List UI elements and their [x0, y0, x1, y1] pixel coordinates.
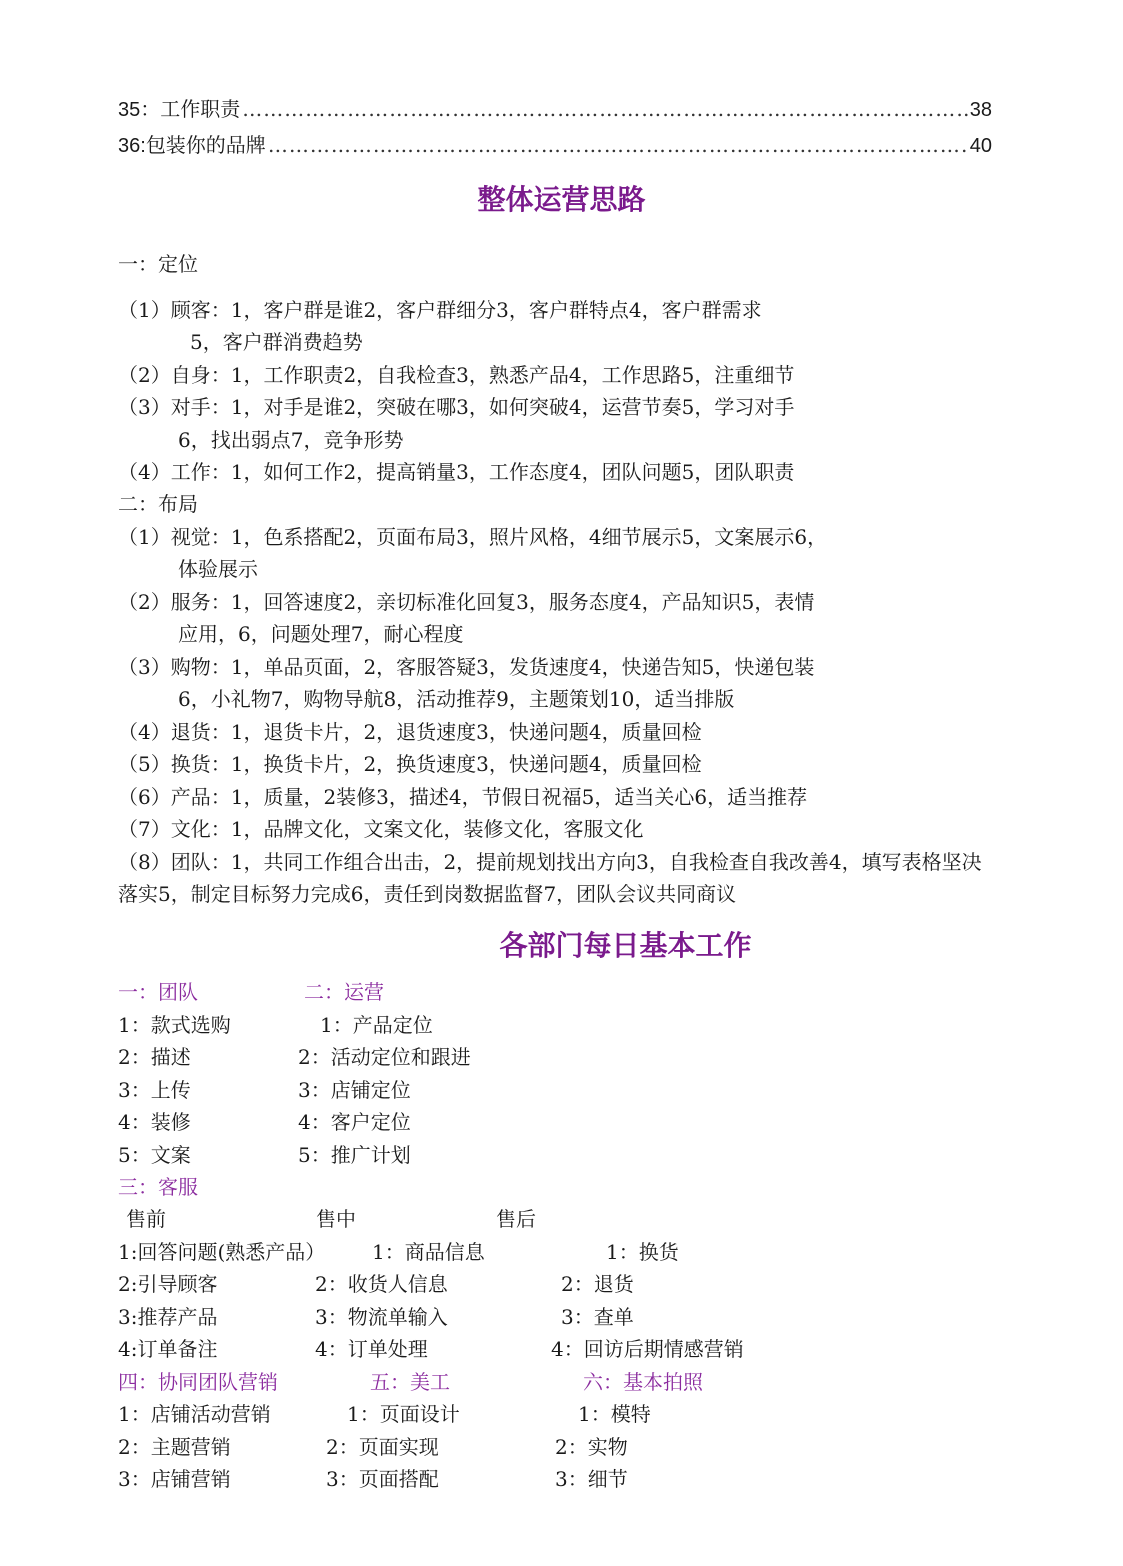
- customer-service-heading: 三：客服: [118, 1175, 198, 1199]
- paragraph-line: （5）换货：1，换货卡片，2，换货速度3，快递问题4，质量回检: [118, 752, 702, 776]
- toc-title: 包装你的品牌: [145, 133, 266, 157]
- section-title: 各部门每日基本工作: [499, 929, 752, 962]
- after-sale-item: 2：退货: [561, 1272, 634, 1296]
- team-heading: 一：团队: [118, 980, 198, 1004]
- toc-number: 35：: [118, 99, 161, 121]
- in-sale-item: 2：收货人信息: [315, 1272, 448, 1296]
- toc-page-number: 40: [969, 135, 992, 157]
- presale-item: 4:订单备注: [118, 1337, 218, 1361]
- team-item: 5：文案: [118, 1143, 191, 1167]
- operations-heading: 二：运营: [304, 980, 384, 1004]
- paragraph-line: （3）对手：1，对手是谁2，突破在哪3，如何突破4，运营节奏5，学习对手: [118, 395, 795, 419]
- paragraph-line: 体验展示: [178, 557, 258, 581]
- paragraph-line: （8）团队：1，共同工作组合出击，2，提前规划找出方向3，自我检查自我改善4，填写表格坚决: [118, 850, 982, 874]
- paragraph-line: （6）产品：1，质量，2装修3，描述4，节假日祝福5，适当关心6，适当推荐: [118, 785, 808, 809]
- in-sale-item: 4：订单处理: [315, 1337, 428, 1361]
- team-item: 1：款式选购: [118, 1013, 231, 1037]
- toc-entry[interactable]: [118, 96, 992, 122]
- team-item: 4：装修: [118, 1110, 191, 1134]
- art-item: 3：页面搭配: [326, 1467, 439, 1491]
- presale-item: 3:推荐产品: [118, 1305, 218, 1329]
- paragraph-line: 落实5，制定目标努力完成6，责任到岗数据监督7，团队会议共同商议: [118, 882, 737, 906]
- subsection-positioning: 一：定位: [118, 252, 198, 276]
- after-sale-item: 3：查单: [561, 1305, 634, 1329]
- art-item: 1：页面设计: [347, 1402, 460, 1426]
- after-sale-item: 4：回访后期情感营销: [551, 1337, 744, 1361]
- paragraph-line: （1）视觉：1，色系搭配2，页面布局3，照片风格，4细节展示5，文案展示6，: [118, 525, 828, 549]
- photo-item: 2：实物: [555, 1435, 628, 1459]
- in-sale-item: 1：商品信息: [372, 1240, 485, 1264]
- team-item: 3：上传: [118, 1078, 191, 1102]
- operations-item: 2：活动定位和跟进: [298, 1045, 471, 1069]
- team-item: 2：描述: [118, 1045, 191, 1069]
- operations-item: 1：产品定位: [320, 1013, 433, 1037]
- photo-item: 1：模特: [578, 1402, 651, 1426]
- operations-item: 4：客户定位: [298, 1110, 411, 1134]
- after-sale-item: 1：换货: [606, 1240, 679, 1264]
- team-marketing-heading: 四：协同团队营销: [118, 1370, 278, 1394]
- subsection-layout: 二：布局: [118, 492, 198, 516]
- operations-item: 5：推广计划: [298, 1143, 411, 1167]
- paragraph-line: （2）服务：1，回答速度2，亲切标准化回复3，服务态度4，产品知识5，表情: [118, 590, 815, 614]
- paragraph-line: （4）退货：1，退货卡片，2，退货速度3，快递问题4，质量回检: [118, 720, 702, 744]
- paragraph-line: 应用，6，问题处理7，耐心程度: [178, 622, 464, 646]
- paragraph-line: （4）工作：1，如何工作2，提高销量3，工作态度4，团队问题5，团队职责: [118, 460, 795, 484]
- operations-item: 3：店铺定位: [298, 1078, 411, 1102]
- toc-number: 36:: [118, 135, 146, 157]
- photography-heading: 六：基本拍照: [583, 1370, 703, 1394]
- toc-page-number: 38: [969, 99, 992, 121]
- paragraph-line: （2）自身：1，工作职责2，自我检查3，熟悉产品4，工作思路5，注重细节: [118, 363, 795, 387]
- toc-leader-dots: [268, 132, 968, 158]
- toc-leader-dots: [242, 96, 968, 122]
- presale-item: 2:引导顾客: [118, 1272, 218, 1296]
- paragraph-line: 5，客户群消费趋势: [190, 330, 363, 354]
- paragraph-line: （3）购物：1，单品页面，2，客服答疑3，发货速度4，快递告知5，快递包装: [118, 655, 815, 679]
- paragraph-line: （1）顾客：1，客户群是谁2，客户群细分3，客户群特点4，客户群需求: [118, 298, 762, 322]
- paragraph-line: 6，找出弱点7，竞争形势: [178, 428, 404, 452]
- after-sale-label: 售后: [496, 1207, 536, 1231]
- marketing-item: 3：店铺营销: [118, 1467, 231, 1491]
- toc-title: 工作职责: [160, 97, 241, 121]
- marketing-item: 2：主题营销: [118, 1435, 231, 1459]
- photo-item: 3：细节: [555, 1467, 628, 1491]
- art-design-heading: 五：美工: [370, 1370, 450, 1394]
- paragraph-line: 6，小礼物7，购物导航8，活动推荐9，主题策划10，适当排版: [178, 687, 735, 711]
- marketing-item: 1：店铺活动营销: [118, 1402, 271, 1426]
- section-title: 整体运营思路: [477, 183, 646, 216]
- presale-item: 1:回答问题(熟悉产品）: [118, 1240, 326, 1264]
- art-item: 2：页面实现: [326, 1435, 439, 1459]
- toc-entry[interactable]: [118, 132, 992, 158]
- paragraph-line: （7）文化：1，品牌文化，文案文化，装修文化，客服文化: [118, 817, 644, 841]
- in-sale-item: 3：物流单输入: [315, 1305, 448, 1329]
- in-sale-label: 售中: [316, 1207, 356, 1231]
- presale-label: 售前: [126, 1207, 166, 1231]
